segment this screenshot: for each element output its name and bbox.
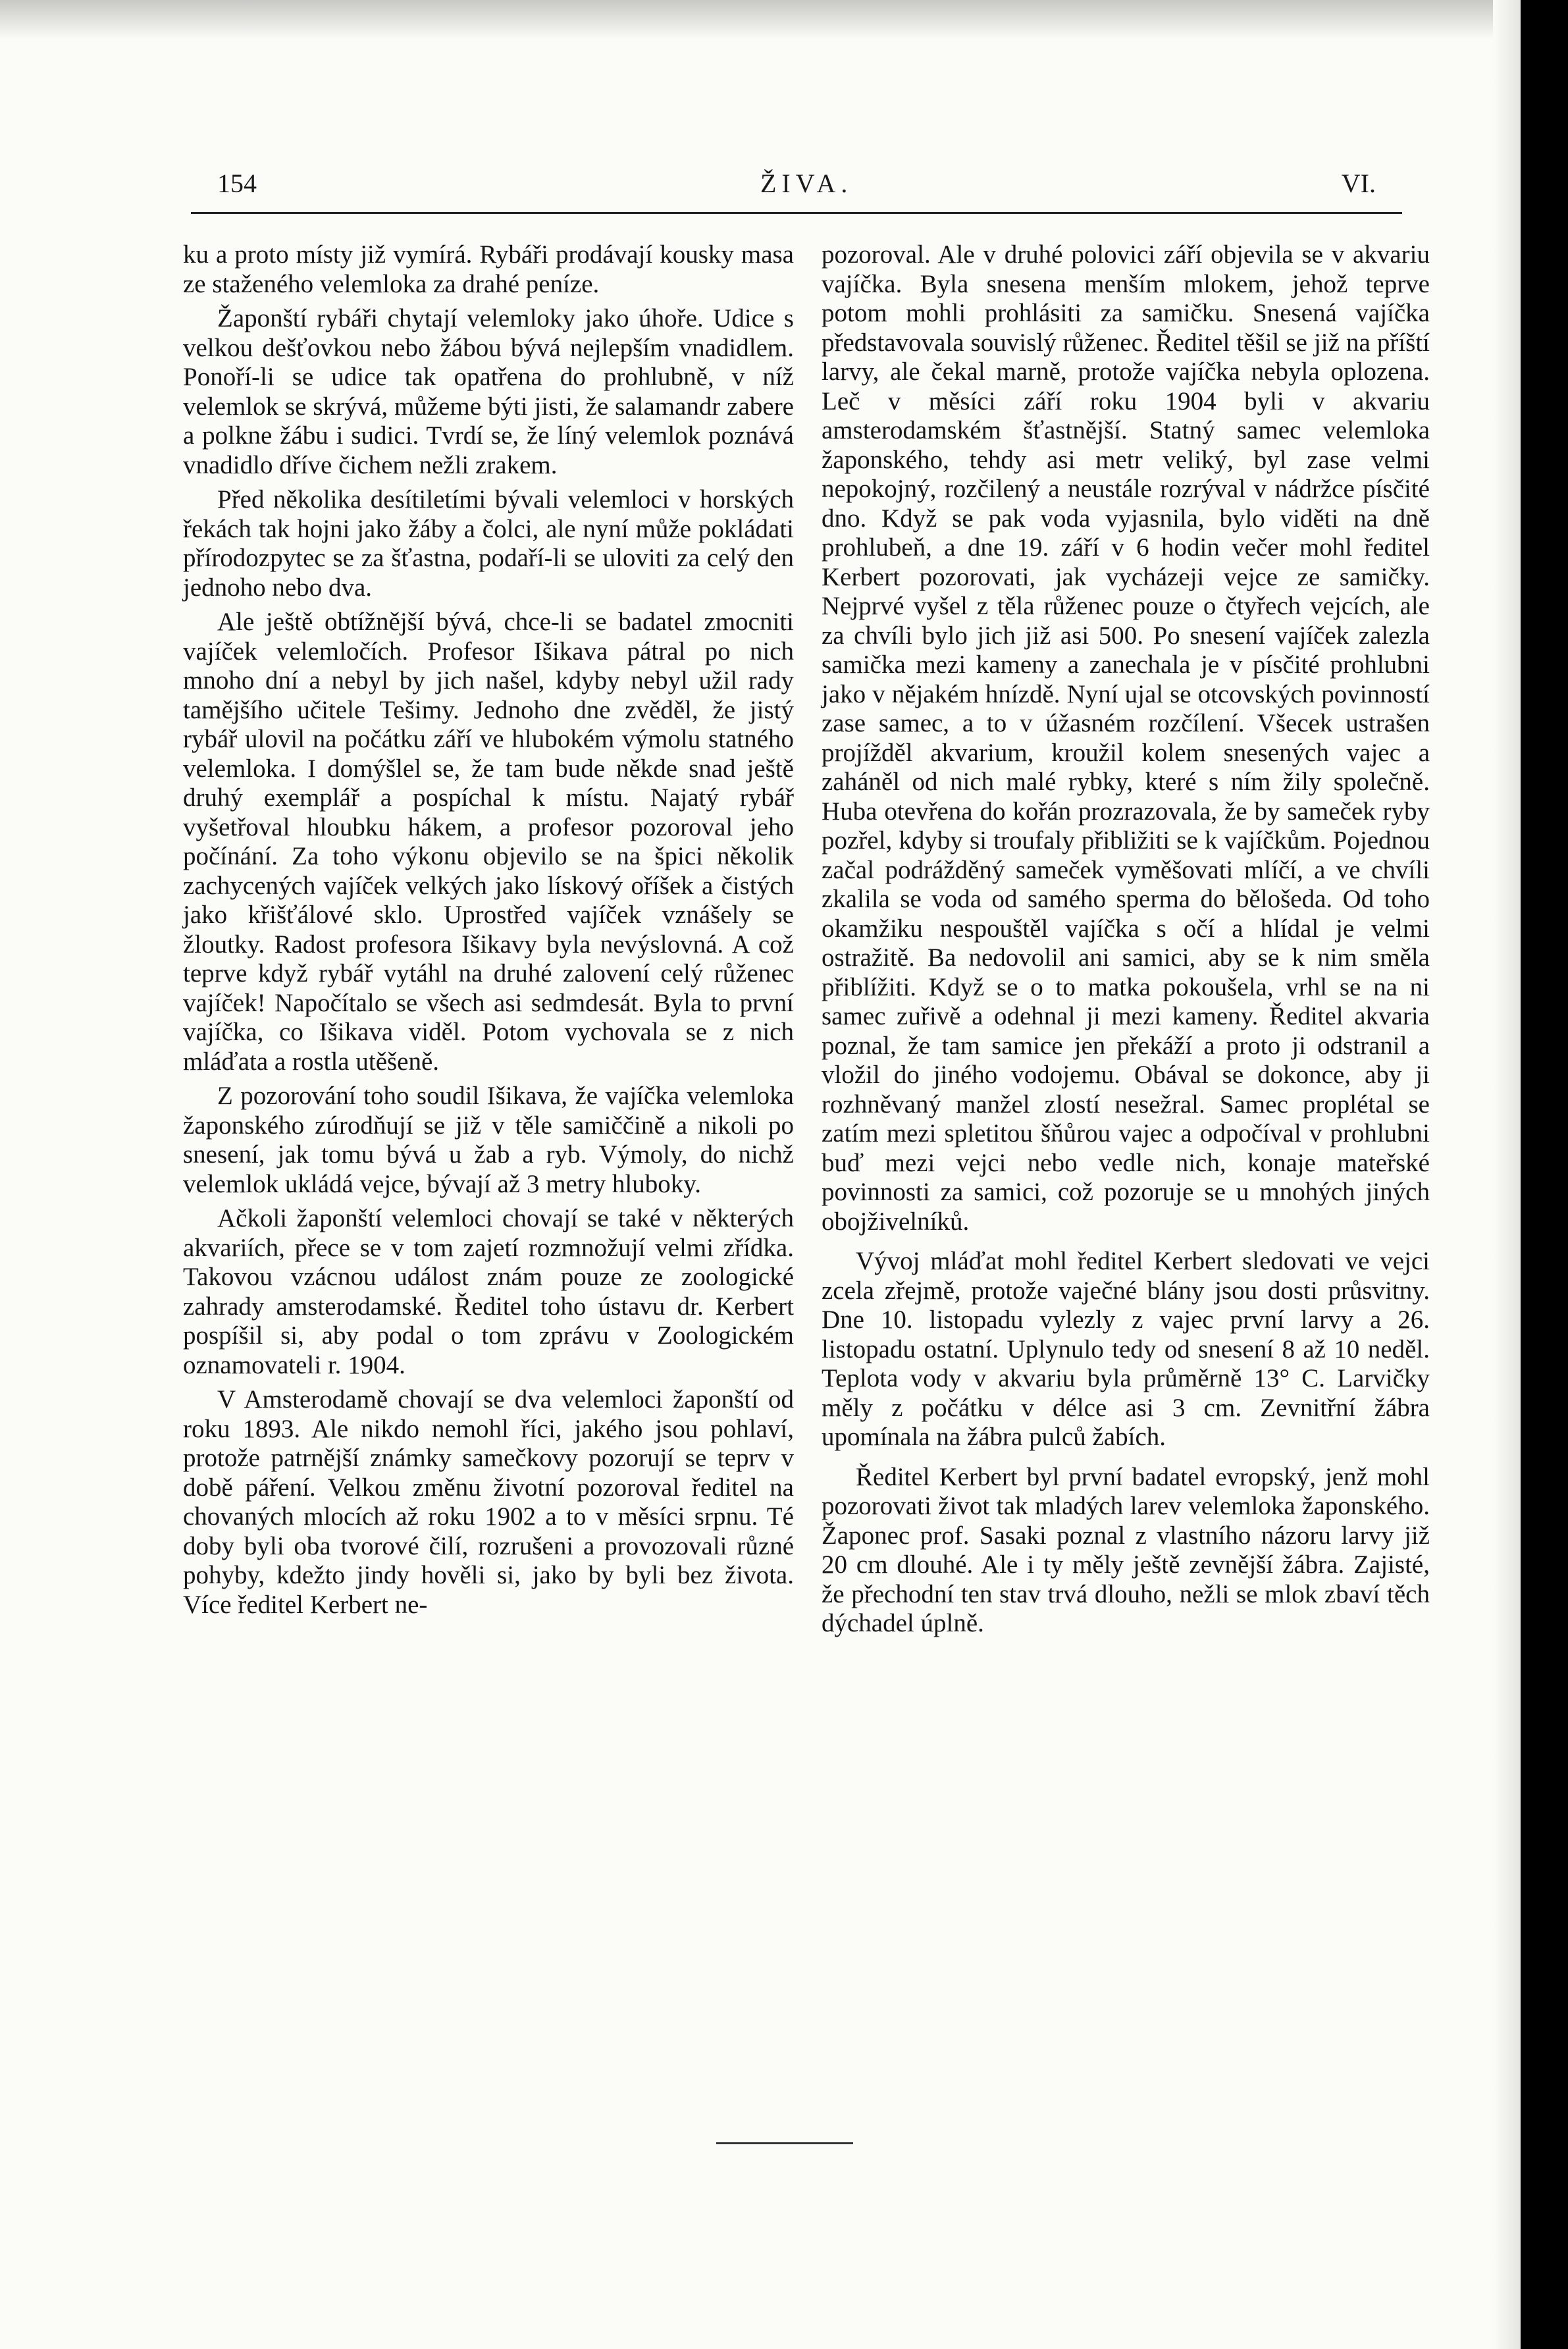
paragraph: Z pozorování toho soudil Išikava, že vajíčka velemloka žaponského zúrodňují se již v těle samiččině a nikoli po snesení, jak tomu bývá u žab a ryb. Výmoly, do nichž velemlok ukládá vejce, bývají až 3 metry hluboky. <box>183 1082 794 1198</box>
scan-edge-top <box>0 0 1521 40</box>
volume-number: VI. <box>1341 169 1376 198</box>
paragraph: Před několika desítiletími bývali velemloci v horských řekách tak hojni jako žáby a čolci, ale nyní může pokládati přírodozpytec se za šťastna, podaří-li se uloviti za celý den jednoho nebo dva. <box>183 485 794 602</box>
header-rule <box>191 212 1402 214</box>
paragraph: Ředitel Kerbert byl první badatel evropský, jenž mohl pozorovati život tak mladých larev velemloka žaponského. Žaponec prof. Sasaki poznal z vlastního názoru larvy již 20 cm dlouhé. Ale i ty měly ještě zevnější žábra. Zajisté, že přechodní ten stav trvá dlouho, nežli se mlok zbaví těch dýchadel úplně. <box>822 1462 1430 1637</box>
paragraph: Žaponští rybáři chytají velemloky jako úhoře. Udice s velkou dešťovkou nebo žábou bývá nejlepším vnadidlem. Ponoří-li se udice tak opatřena do prohlubně, v níž velemlok se skrývá, můžeme býti jisti, že salamandr zabere a polkne žábu i sudici. Tvrdí se, že líný velemlok poznává vnadidlo dříve čichem nežli zrakem. <box>183 304 794 479</box>
footer-rule <box>716 2142 853 2144</box>
paragraph: pozoroval. Ale v druhé polovici září objevila se v akvariu vajíčka. Byla snesena menším mlokem, jehož teprve potom mohli prohlásiti za samičku. Snesená vajíčka představovala souvislý růženec. Ředitel těšil se již na příští larvy, ale čekal marně, protože vajíčka nebyla oplozena. Leč v měsíci září roku 1904 byli v akvariu amsterodamském šťastnější. Statný samec velemloka žaponského, tehdy asi metr veliký, byl zase velmi nepokojný, rozčilený a neustále rozrýval v nádržce písčité dno. Když se pak voda vyjasnila, bylo viděti na dně prohlubeň, a dne 19. září v 6 hodin večer mohl ředitel Kerbert pozorovati, jak vycházeji vejce ze samičky. Nejprvé vyšel z těla růženec pouze o čtyřech vejcích, ale za chvíli bylo jich již asi 500. Po snesení vajíček zalezla samička mezi kameny a zanechala je v písčité prohlubni jako v nějakém hnízdě. Nyní ujal se otcovských povinností zase samec, a to v úžasném rozčílení. Všecek ustrašen projížděl akvarium, kroužil kolem snesených vajec a zaháněl od nich malé rybky, které s ním žily společně. Huba otevřena do kořán prozrazovala, že by sameček ryby pozřel, kdyby si troufaly přibližiti se k vajíčkům. Pojednou začal podrážděný sameček vyměšovati mlíčí, a ve chvíli zkalila se voda od samého sperma do bělošeda. Od toho okamžiku nespouštěl vajíčka s očí a hlídal je velmi ostražitě. Ba nedovolil ani samici, aby se k nim směla přiblížiti. Když se o to matka pokoušela, vrhl se na ni samec zuřivě a odehnal ji mezi kameny. Ředitel akvaria poznal, že tam samice jen překáží a proto ji odstranil a vložil do jiného vodojemu. Obával se dokonce, aby ji rozhněvaný manžel zlostí nesežral. Samec proplétal se zatím mezi spletitou šňůrou vajec a odpočíval v prohlubni buď mezi vejci nebo vedle nich, konaje mateřské povinnosti za samici, což pozoruje se u mnohých jiných obojživelníků. <box>822 240 1430 1236</box>
paragraph: Ale ještě obtížnější bývá, chce-li se badatel zmocniti vajíček velemločích. Profesor Išikava pátral po nich mnoho dní a nebyl by jich našel, kdyby nebyl užil rady tamějšího učitele Tešimy. Jednoho dne zvěděl, že jistý rybář ulovil na počátku září ve hlubokém výmolu statného velemloka. I domýšlel se, že tam bude někde snad ještě druhý exemplář a pospíchal k místu. Najatý rybář vyšetřoval hloubku hákem, a profesor pozoroval jeho počínání. Za toho výkonu objevilo se na špici několik zachycených vajíček velkých jako lískový oříšek a čistých jako křišťálové sklo. Uprostřed vajíček vznášely se žloutky. Radost profesora Išikavy byla nevýslovná. A což teprve když rybář vytáhl na druhé zalovení celý růženec vajíček! Napočítalo se všech asi sedmdesát. Byla to první vajíčka, co Išikava viděl. Potom vychovala se z nich mláďata a rostla utěšeně. <box>183 608 794 1076</box>
paragraph: ku a proto místy již vymírá. Rybáři prodávají kousky masa ze staženého velemloka za drahé peníze. <box>183 240 794 298</box>
scan-edge-right <box>1493 0 1521 2349</box>
paragraph: Ačkoli žaponští velemloci chovají se také v některých akvariích, přece se v tom zajetí rozmnožují velmi zřídka. Takovou vzácnou událost znám pouze ze zoologické zahrady amsterodamské. Ředitel toho ústavu dr. Kerbert pospíšil si, aby podal o tom zprávu v Zoologickém oznamovateli r. 1904. <box>183 1204 794 1379</box>
left-column <box>183 240 794 1625</box>
journal-title: ŽIVA. <box>760 169 853 198</box>
paragraph: V Amsterodamě chovají se dva velemloci žaponští od roku 1893. Ale nikdo nemohl říci, jakého jsou pohlaví, protože patrnější známky samečkovy pozorují se teprv v době páření. Velkou změnu životní pozoroval ředitel na chovaných mlocích až roku 1902 a to v měsíci srpnu. Té doby byli oba tvorové čilí, rozrušeni a provozovali různé pohyby, kdežto jindy hověli si, jako by byli bez života. Více ředitel Kerbert ne- <box>183 1385 794 1619</box>
page-number: 154 <box>217 169 257 198</box>
right-column <box>822 240 1430 1644</box>
paragraph: Vývoj mláďat mohl ředitel Kerbert sledovati ve vejci zcela zřejmě, protože vaječné blány jsou dosti průsvitny. Dne 10. listopadu vylezly z vajec první larvy a 26. listopadu ostatní. Uplynulo tedy od snesení 8 až 10 neděl. Teplota vody v akvariu byla průměrně 13° C. Larvičky měly z počátku v délce asi 3 cm. Zevnitřní žábra upomínala na žábra pulců žabích. <box>822 1247 1430 1451</box>
running-header <box>204 168 1389 214</box>
